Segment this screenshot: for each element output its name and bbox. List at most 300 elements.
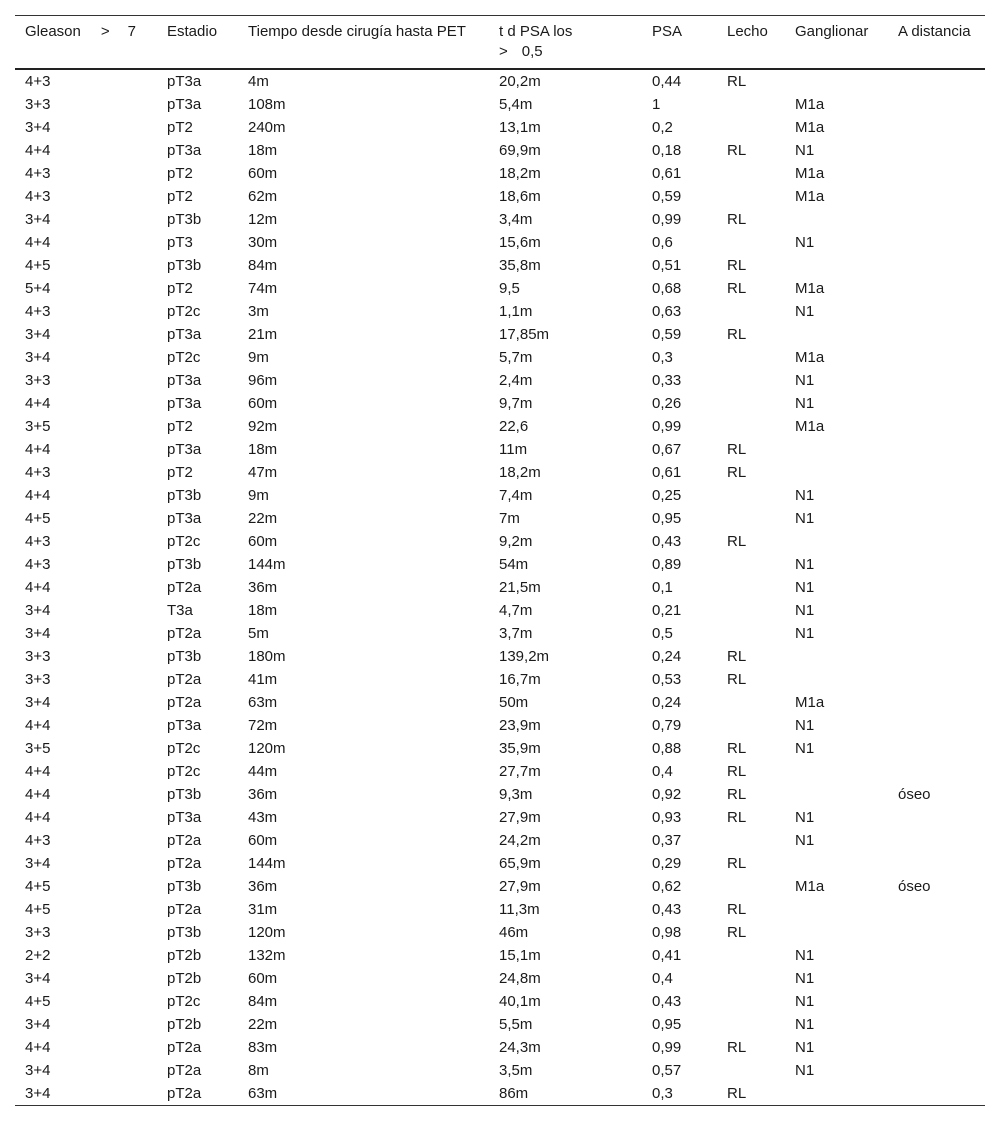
cell-ganglionar	[785, 461, 888, 484]
cell-psa: 0,99	[652, 1039, 682, 1056]
cell-distancia	[888, 599, 985, 622]
cell-gleason: 5+4	[25, 280, 51, 297]
table-row	[15, 231, 985, 254]
cell-lecho: RL	[727, 1039, 747, 1056]
cell-estadio: pT3a	[167, 372, 202, 389]
cell-ganglionar: N1	[795, 602, 815, 619]
cell-gleason: 3+4	[25, 211, 51, 228]
cell-td-psa: 27,7m	[499, 763, 541, 780]
cell-tiempo: 31m	[248, 901, 278, 918]
cell-gleason: 2+2	[25, 947, 51, 964]
table-row	[15, 300, 985, 323]
cell-td-psa: 35,9m	[499, 740, 541, 757]
cell-distancia	[888, 277, 985, 300]
cell-psa: 0,29	[652, 855, 682, 872]
cell-lecho: RL	[727, 671, 747, 688]
cell-lecho: RL	[727, 648, 747, 665]
cell-lecho: RL	[727, 924, 747, 941]
cell-psa: 0,61	[652, 464, 682, 481]
cell-ganglionar	[785, 530, 888, 553]
cell-lecho	[717, 1059, 785, 1082]
cell-distancia	[888, 507, 985, 530]
table-row	[15, 162, 985, 185]
cell-gleason: 4+3	[25, 188, 51, 205]
cell-ganglionar	[785, 323, 888, 346]
cell-tiempo: 132m	[248, 947, 286, 964]
cell-lecho	[717, 829, 785, 852]
table-row	[15, 392, 985, 415]
cell-td-psa: 5,4m	[499, 96, 533, 113]
cell-td-psa: 18,6m	[499, 188, 541, 205]
cell-ganglionar: N1	[795, 579, 815, 596]
cell-td-psa: 11,3m	[499, 901, 540, 918]
cell-estadio: pT2c	[167, 763, 201, 780]
cell-estadio: pT3a	[167, 510, 202, 527]
cell-distancia	[888, 1082, 985, 1106]
cell-td-psa: 7,4m	[499, 487, 533, 504]
cell-td-psa: 9,5	[499, 280, 520, 297]
cell-distancia	[888, 185, 985, 208]
cell-gleason: 3+4	[25, 349, 51, 366]
cell-distancia	[888, 254, 985, 277]
cell-estadio: pT3b	[167, 924, 202, 941]
table-row	[15, 116, 985, 139]
cell-psa: 0,95	[652, 510, 682, 527]
cell-gleason: 4+5	[25, 878, 51, 895]
cell-estadio: pT2a	[167, 671, 202, 688]
table-row	[15, 1013, 985, 1036]
cell-estadio: pT2a	[167, 625, 202, 642]
cell-tiempo: 3m	[248, 303, 269, 320]
cell-td-psa: 16,7m	[499, 671, 541, 688]
cell-psa: 0,99	[652, 211, 682, 228]
cell-psa: 0,51	[652, 257, 682, 274]
cell-gleason: 4+4	[25, 579, 51, 596]
cell-psa: 1	[652, 96, 661, 113]
cell-estadio: pT2a	[167, 579, 202, 596]
header-distancia: A distancia	[888, 16, 985, 70]
cell-tiempo: 74m	[248, 280, 278, 297]
cell-distancia	[888, 231, 985, 254]
cell-tiempo: 60m	[248, 395, 278, 412]
cell-tiempo: 22m	[248, 510, 278, 527]
cell-psa: 0,37	[652, 832, 682, 849]
cell-ganglionar: M1a	[795, 280, 825, 297]
cell-td-psa: 15,1m	[499, 947, 541, 964]
cell-psa: 0,61	[652, 165, 682, 182]
cell-td-psa: 24,2m	[499, 832, 541, 849]
cell-psa: 0,5	[652, 625, 673, 642]
cell-tiempo: 60m	[248, 533, 278, 550]
table-row	[15, 852, 985, 875]
cell-estadio: pT3a	[167, 73, 202, 90]
cell-lecho	[717, 507, 785, 530]
cell-lecho	[717, 599, 785, 622]
cell-lecho	[717, 944, 785, 967]
cell-tiempo: 108m	[248, 96, 286, 113]
cell-estadio: pT2c	[167, 349, 201, 366]
cell-lecho: RL	[727, 740, 747, 757]
cell-lecho	[717, 576, 785, 599]
cell-gleason: 3+4	[25, 602, 51, 619]
cell-lecho	[717, 162, 785, 185]
cell-estadio: pT2c	[167, 993, 201, 1010]
table-row	[15, 323, 985, 346]
cell-ganglionar	[785, 668, 888, 691]
cell-td-psa: 27,9m	[499, 878, 541, 895]
cell-td-psa: 24,3m	[499, 1039, 541, 1056]
cell-estadio: pT3a	[167, 96, 202, 113]
cell-distancia	[888, 668, 985, 691]
cell-td-psa: 40,1m	[499, 993, 541, 1010]
cell-ganglionar: N1	[795, 556, 815, 573]
cell-estadio: pT2a	[157, 1082, 238, 1106]
cell-distancia	[888, 1036, 985, 1059]
cell-estadio: pT3a	[167, 326, 202, 343]
table-row	[15, 576, 985, 599]
cell-tiempo: 43m	[248, 809, 278, 826]
cell-gleason: 4+3	[25, 73, 51, 90]
cell-lecho	[717, 300, 785, 323]
cell-lecho	[717, 369, 785, 392]
cell-tiempo: 36m	[248, 579, 278, 596]
cell-td-psa: 139,2m	[499, 648, 550, 665]
cell-psa: 0,93	[652, 809, 682, 826]
cell-ganglionar	[785, 760, 888, 783]
cell-lecho	[717, 484, 785, 507]
table-row	[15, 369, 985, 392]
table-row	[15, 691, 985, 714]
table-row	[15, 967, 985, 990]
cell-lecho: RL	[727, 73, 747, 90]
cell-ganglionar: N1	[795, 832, 815, 849]
cell-ganglionar: N1	[795, 947, 815, 964]
cell-psa: 0,25	[652, 487, 682, 504]
cell-tiempo: 120m	[248, 924, 286, 941]
cell-ganglionar: N1	[795, 142, 815, 159]
header-row	[15, 16, 985, 70]
cell-psa: 0,59	[652, 326, 682, 343]
cell-lecho: RL	[727, 464, 747, 481]
cell-gleason: 3+4	[25, 119, 51, 136]
cell-gleason: 3+4	[15, 1082, 157, 1106]
cell-td-psa: 69,9m	[499, 142, 541, 159]
table-row	[15, 69, 985, 93]
cell-gleason: 4+4	[25, 1039, 51, 1056]
cell-lecho	[717, 990, 785, 1013]
cell-lecho	[717, 691, 785, 714]
cell-td-psa: 4,7m	[499, 602, 533, 619]
cell-psa: 0,89	[652, 556, 682, 573]
cell-tiempo: 41m	[248, 671, 278, 688]
cell-psa: 0,6	[652, 234, 673, 251]
cell-distancia	[888, 208, 985, 231]
cell-td-psa: 86m	[489, 1082, 642, 1106]
cell-ganglionar	[785, 898, 888, 921]
cell-td-psa: 23,9m	[499, 717, 541, 734]
cell-ganglionar	[785, 69, 888, 93]
cell-gleason: 3+4	[25, 1016, 51, 1033]
cell-td-psa: 3,5m	[499, 1062, 533, 1079]
cell-distancia	[888, 415, 985, 438]
cell-td-psa: 9,2m	[499, 533, 533, 550]
cell-tiempo: 84m	[248, 257, 278, 274]
cell-distancia	[888, 990, 985, 1013]
cell-ganglionar: N1	[795, 487, 815, 504]
cell-gleason: 4+3	[25, 165, 51, 182]
cell-psa: 0,67	[652, 441, 682, 458]
cell-tiempo: 36m	[248, 786, 278, 803]
cell-gleason: 3+3	[25, 648, 51, 665]
cell-lecho: RL	[727, 326, 747, 343]
cell-gleason: 3+3	[25, 924, 51, 941]
cell-psa: 0,4	[652, 970, 673, 987]
header-lecho: Lecho	[717, 16, 785, 70]
cell-tiempo: 60m	[248, 165, 278, 182]
cell-ganglionar	[785, 645, 888, 668]
cell-ganglionar	[785, 921, 888, 944]
cell-ganglionar: M1a	[795, 96, 825, 113]
cell-psa: 0,3	[652, 349, 673, 366]
cell-ganglionar: N1	[795, 625, 815, 642]
cell-estadio: pT3a	[167, 809, 202, 826]
cell-distancia	[888, 691, 985, 714]
table-row	[15, 208, 985, 231]
cell-lecho	[717, 714, 785, 737]
cell-ganglionar: M1a	[795, 119, 825, 136]
table-row	[15, 461, 985, 484]
cell-lecho: RL	[717, 1082, 785, 1106]
header-psa: PSA	[642, 16, 717, 70]
cell-ganglionar: N1	[795, 303, 815, 320]
table-row	[15, 1036, 985, 1059]
cell-gleason: 4+3	[25, 303, 51, 320]
cell-psa: 0,24	[652, 694, 682, 711]
cell-distancia	[888, 921, 985, 944]
cell-tiempo: 240m	[248, 119, 286, 136]
cell-distancia	[888, 323, 985, 346]
cell-td-psa: 27,9m	[499, 809, 541, 826]
table-row	[15, 760, 985, 783]
cell-psa: 0,43	[652, 533, 682, 550]
table-row	[15, 898, 985, 921]
cell-distancia	[888, 438, 985, 461]
cell-ganglionar	[785, 1082, 888, 1106]
cell-ganglionar: M1a	[795, 418, 825, 435]
cell-distancia	[888, 300, 985, 323]
cell-distancia	[888, 369, 985, 392]
table-body	[15, 69, 985, 1106]
results-table	[15, 15, 985, 1106]
cell-ganglionar	[785, 208, 888, 231]
cell-td-psa: 7m	[499, 510, 520, 527]
cell-td-psa: 46m	[499, 924, 529, 941]
header-ganglionar: Ganglionar	[785, 16, 888, 70]
cell-psa: 0,18	[652, 142, 682, 159]
cell-lecho	[717, 553, 785, 576]
table-row	[15, 530, 985, 553]
cell-distancia	[888, 622, 985, 645]
header-td-psa: t d PSA los > 0,5	[489, 16, 642, 70]
cell-tiempo: 18m	[248, 441, 278, 458]
cell-gleason: 4+4	[25, 142, 51, 159]
cell-td-psa: 20,2m	[499, 73, 541, 90]
cell-ganglionar: N1	[795, 1039, 815, 1056]
table-row	[15, 93, 985, 116]
cell-lecho	[717, 185, 785, 208]
cell-gleason: 3+3	[25, 96, 51, 113]
cell-lecho: RL	[727, 809, 747, 826]
cell-td-psa: 50m	[499, 694, 529, 711]
cell-tiempo: 44m	[248, 763, 278, 780]
cell-tiempo: 63m	[238, 1082, 489, 1106]
cell-estadio: pT2b	[167, 970, 202, 987]
cell-estadio: pT3a	[167, 441, 202, 458]
cell-ganglionar	[785, 438, 888, 461]
cell-psa: 0,88	[652, 740, 682, 757]
cell-td-psa: 24,8m	[499, 970, 541, 987]
cell-distancia	[888, 760, 985, 783]
cell-td-psa: 18,2m	[499, 464, 541, 481]
cell-td-psa: 9,3m	[499, 786, 533, 803]
cell-distancia	[888, 530, 985, 553]
cell-tiempo: 96m	[248, 372, 278, 389]
cell-ganglionar: M1a	[795, 188, 825, 205]
cell-estadio: T3a	[167, 602, 193, 619]
cell-estadio: pT2a	[167, 694, 202, 711]
cell-psa: 0,59	[652, 188, 682, 205]
cell-lecho	[717, 346, 785, 369]
cell-lecho	[717, 415, 785, 438]
cell-tiempo: 60m	[248, 832, 278, 849]
cell-psa: 0,24	[652, 648, 682, 665]
cell-distancia	[888, 553, 985, 576]
table-row	[15, 346, 985, 369]
cell-distancia	[888, 162, 985, 185]
cell-ganglionar: M1a	[795, 165, 825, 182]
cell-td-psa: 35,8m	[499, 257, 541, 274]
cell-gleason: 4+3	[25, 464, 51, 481]
cell-estadio: pT3b	[167, 257, 202, 274]
cell-estadio: pT3a	[167, 142, 202, 159]
cell-lecho: RL	[727, 142, 747, 159]
cell-distancia: óseo	[898, 786, 931, 803]
table-row	[15, 783, 985, 806]
cell-distancia	[888, 737, 985, 760]
table-row	[15, 185, 985, 208]
cell-tiempo: 18m	[248, 602, 278, 619]
cell-psa: 0,95	[652, 1016, 682, 1033]
cell-estadio: pT3b	[167, 878, 202, 895]
table-row	[15, 875, 985, 898]
cell-lecho: RL	[727, 855, 747, 872]
cell-tiempo: 63m	[248, 694, 278, 711]
cell-gleason: 3+4	[25, 694, 51, 711]
cell-tiempo: 83m	[248, 1039, 278, 1056]
cell-lecho	[717, 93, 785, 116]
cell-gleason: 4+3	[25, 533, 51, 550]
cell-estadio: pT2a	[167, 901, 202, 918]
cell-estadio: pT2	[167, 188, 193, 205]
cell-lecho: RL	[727, 763, 747, 780]
cell-ganglionar	[785, 254, 888, 277]
cell-td-psa: 3,7m	[499, 625, 533, 642]
cell-psa: 0,92	[652, 786, 682, 803]
cell-estadio: pT3b	[167, 556, 202, 573]
table-row	[15, 921, 985, 944]
cell-psa: 0,4	[652, 763, 673, 780]
cell-psa: 0,68	[652, 280, 682, 297]
cell-td-psa: 11m	[499, 441, 528, 458]
cell-td-psa: 15,6m	[499, 234, 541, 251]
cell-estadio: pT2a	[167, 855, 202, 872]
table-row	[15, 737, 985, 760]
cell-gleason: 4+4	[25, 786, 51, 803]
cell-gleason: 4+4	[25, 809, 51, 826]
cell-tiempo: 144m	[248, 855, 286, 872]
cell-tiempo: 92m	[248, 418, 278, 435]
cell-estadio: pT2a	[167, 1062, 202, 1079]
cell-distancia	[888, 714, 985, 737]
cell-distancia	[888, 93, 985, 116]
table-row	[15, 277, 985, 300]
cell-gleason: 4+5	[25, 993, 51, 1010]
cell-gleason: 4+3	[25, 556, 51, 573]
table-row	[15, 806, 985, 829]
cell-distancia	[888, 484, 985, 507]
cell-lecho: RL	[727, 211, 747, 228]
cell-gleason: 3+4	[25, 855, 51, 872]
cell-tiempo: 22m	[248, 1016, 278, 1033]
cell-distancia	[888, 576, 985, 599]
cell-td-psa: 65,9m	[499, 855, 541, 872]
table-row	[15, 415, 985, 438]
cell-td-psa: 1,1m	[499, 303, 533, 320]
cell-gleason: 4+4	[25, 395, 51, 412]
cell-td-psa: 3,4m	[499, 211, 533, 228]
cell-distancia	[888, 898, 985, 921]
cell-ganglionar: N1	[795, 1016, 815, 1033]
cell-estadio: pT2c	[167, 533, 201, 550]
cell-ganglionar: N1	[795, 970, 815, 987]
cell-gleason: 3+3	[25, 671, 51, 688]
cell-psa: 0,57	[652, 1062, 682, 1079]
cell-tiempo: 21m	[248, 326, 278, 343]
cell-estadio: pT3b	[167, 487, 202, 504]
cell-distancia	[888, 829, 985, 852]
table-row	[15, 1082, 985, 1106]
cell-distancia	[888, 806, 985, 829]
header-estadio: Estadio	[157, 16, 238, 70]
cell-gleason: 3+4	[25, 326, 51, 343]
cell-gleason: 4+5	[25, 510, 51, 527]
cell-ganglionar	[785, 852, 888, 875]
cell-ganglionar: N1	[795, 740, 815, 757]
cell-distancia	[888, 461, 985, 484]
cell-td-psa: 21,5m	[499, 579, 541, 596]
cell-estadio: pT2	[167, 119, 193, 136]
table-row	[15, 668, 985, 691]
cell-estadio: pT3b	[167, 211, 202, 228]
cell-td-psa: 5,5m	[499, 1016, 533, 1033]
cell-distancia	[888, 944, 985, 967]
cell-psa: 0,43	[652, 993, 682, 1010]
cell-tiempo: 30m	[248, 234, 278, 251]
cell-gleason: 3+5	[25, 418, 51, 435]
cell-distancia	[888, 139, 985, 162]
cell-estadio: pT3a	[167, 717, 202, 734]
cell-estadio: pT2	[167, 165, 193, 182]
